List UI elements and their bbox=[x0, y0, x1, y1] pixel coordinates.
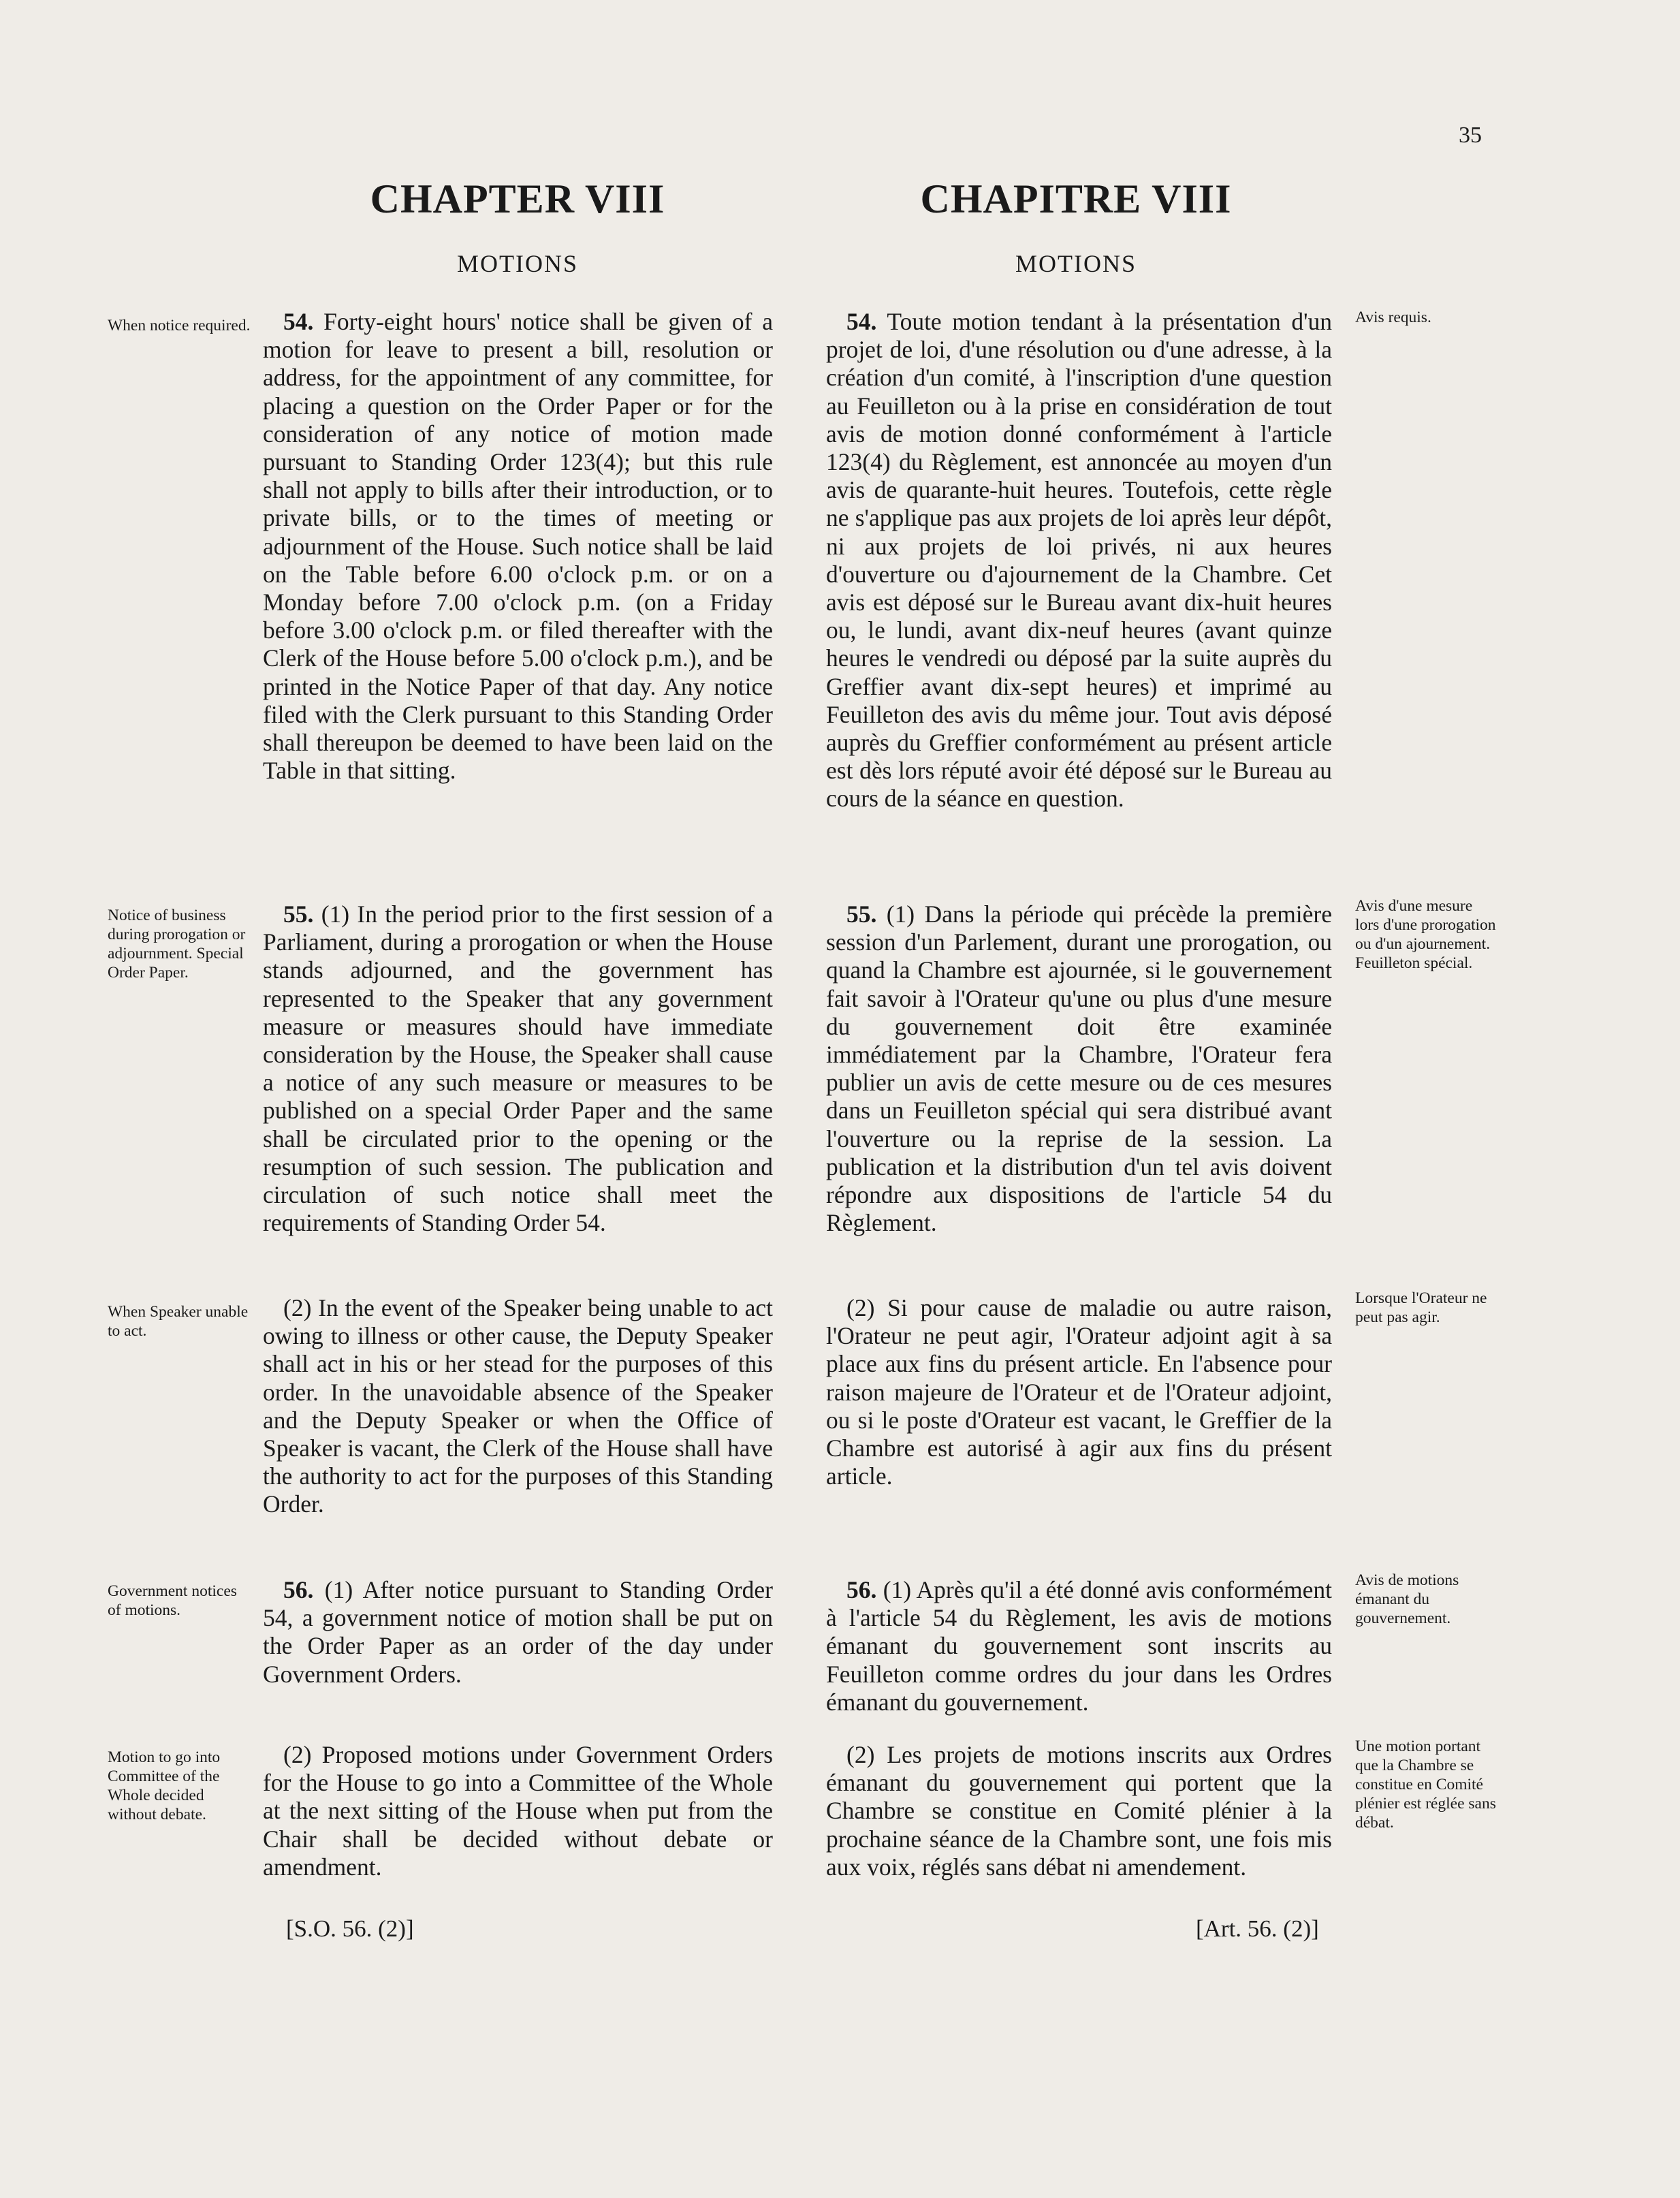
paragraph-text: Forty-eight hours' notice shall be given of a motion for leave to present a bill, resolution or address, for the appointment of any committee, for placing a question on the Order Paper or for the consideration of any notice of motion made pursuant to Standing Order 123(4); but this rule shall not apply to bills after their introduction, or to private bills, or to the times of meeting or adjournment of the House. Such notice shall be laid on the Table before 6.00 o'clock p.m. or on a Monday before 7.00 o'clock p.m. (on a Friday before 3.00 o'clock p.m. or filed thereafter with the Clerk of the House before 5.00 o'clock p.m.), and be printed in the Notice Paper of that day. Any notice filed with the Clerk pursuant to this Standing Order shall thereupon be deemed to have been laid on the Table in that sitting. bbox=[263, 308, 773, 785]
section-number: 55. bbox=[846, 900, 877, 928]
margin-note-en-55-2: When Speaker unable to act. bbox=[108, 1303, 249, 1340]
margin-note-fr-55-1: Avis d'une mesure lors d'une prorogation ou d'un ajournement. Feuilleton spécial. bbox=[1355, 897, 1496, 972]
article-55-1-fr bbox=[826, 900, 1332, 1237]
section-number: 55. bbox=[283, 900, 314, 928]
article-56-2-fr bbox=[826, 1741, 1332, 1881]
paragraph-text: Toute motion tendant à la présentation d'un projet de loi, d'une résolution ou d'une adresse, à la création d'un comité, à l'inscription d'une question au Feuilleton ou à la prise en considération de tout avis de motion donné conformément à l'article 123(4) du Règlement, est annoncée au moyen d'un avis de quarante-huit heures. Toutefois, cette règle ne s'applique pas aux projets de loi après leur dépôt, ni aux projets de loi privés, ni aux heures d'ouverture ou d'ajournement de la Chambre. Cet avis est déposé sur le Bureau avant dix-huit heures ou, le lundi, avant dix-neuf heures (avant quinze heures le vendredi ou déposé par la suite auprès du Greffier avant dix-sept heures) et imprimé au Feuilleton des avis du même jour. Tout avis déposé auprès du Greffier conformément au présent article est dès lors réputé avoir été déposé sur le Bureau au cours de la séance en question. bbox=[826, 308, 1332, 813]
citation-en: [S.O. 56. (2)] bbox=[286, 1915, 414, 1942]
margin-note-en-56-1: Government notices of motions. bbox=[108, 1582, 237, 1619]
standing-order-56-2-en bbox=[263, 1741, 773, 1881]
chapter-title-en: CHAPTER VIII bbox=[370, 176, 665, 221]
standing-order-55-1-en bbox=[263, 900, 773, 1237]
section-number: 54. bbox=[846, 308, 877, 335]
paragraph-text: (1) In the period prior to the first session of a Parliament, during a prorogation or when the House stands adjourned, and the government has represented to the Speaker that any government measure or measures should have immediate consideration by the House, the Speaker shall cause a notice of any such measure or measures to be published on a special Order Paper and the same shall be circulated prior to the opening or the resumption of such session. The publication and circulation of such notice shall meet the requirements of Standing Order 54. bbox=[263, 900, 773, 1237]
section-number: 56. bbox=[283, 1576, 314, 1603]
paragraph-text: (2) Si pour cause de maladie ou autre raison, l'Orateur ne peut agir, l'Orateur adjoint agit à sa place aux fins du présent article. En l'absence pour raison majeure de l'Orateur et de l'Orateur adjoint, ou si le poste d'Orateur est vacant, le Greffier de la Chambre est autorisé à agir aux fins du présent article. bbox=[826, 1294, 1332, 1490]
section-number: 56. bbox=[846, 1576, 877, 1603]
paragraph-text: (2) Proposed motions under Government Orders for the House to go into a Committee of the Whole at the next sitting of the House when put from the Chair shall be decided without debate or amendment. bbox=[263, 1741, 773, 1881]
paragraph-text: (1) After notice pursuant to Standing Order 54, a government notice of motion shall be put on the Order Paper as an order of the day under Government Orders. bbox=[263, 1576, 773, 1688]
paragraph-text: (1) Dans la période qui précède la première session d'un Parlement, durant une prorogation, ou quand la Chambre est ajournée, si le gouvernement fait savoir à l'Orateur qu'une ou plus d'une mesure du gouvernement doit être examinée immédiatement par la Chambre, l'Orateur fera publier un avis de cette mesure ou de ces mesures dans un Feuilleton spécial qui sera distribué avant l'ouverture ou la reprise de la session. La publication et la distribution d'un tel avis doivent répondre aux dispositions de l'article 54 du Règlement. bbox=[826, 900, 1333, 1237]
section-number: 54. bbox=[283, 308, 314, 335]
standing-order-56-1-en bbox=[263, 1576, 773, 1689]
section-heading-fr: MOTIONS bbox=[1015, 250, 1137, 277]
paragraph-text: (2) Les projets de motions inscrits aux Ordres émanant du gouvernement qui portent que la Chambre se constitue en Comité plénier à la prochaine séance de la Chambre sont, une fois mis aux voix, réglés sans débat ni amendement. bbox=[826, 1741, 1332, 1881]
margin-note-en-56-2: Motion to go into Committee of the Whole decided without debate. bbox=[108, 1748, 221, 1823]
margin-note-en-55-1: Notice of business during prorogation or adjournment. Special Order Paper. bbox=[108, 907, 246, 982]
article-54-fr bbox=[826, 308, 1332, 813]
citation-fr: [Art. 56. (2)] bbox=[1196, 1915, 1319, 1942]
article-55-2-fr bbox=[826, 1294, 1332, 1490]
paragraph-text: (1) Après qu'il a été donné avis conformément à l'article 54 du Règlement, les avis de motions émanant du gouvernement sont inscrits au Feuilleton comme ordres du jour dans les Ordres émanant du gouvernement. bbox=[826, 1576, 1332, 1716]
margin-note-en-54: When notice required. bbox=[108, 317, 251, 334]
margin-note-fr-56-1: Avis de motions émanant du gouvernement. bbox=[1355, 1571, 1459, 1627]
standing-order-55-2-en bbox=[263, 1294, 773, 1519]
margin-note-fr-55-2: Lorsque l'Orateur ne peut pas agir. bbox=[1355, 1289, 1487, 1326]
paragraph-text: (2) In the event of the Speaker being unable to act owing to illness or other cause, the Deputy Speaker shall act in his or her stead for the purposes of this order. In the unavoidable absence of the Speaker and the Deputy Speaker or when the Office of Speaker is vacant, the Clerk of the House shall have the authority to act for the purposes of this Standing Order. bbox=[263, 1294, 773, 1518]
margin-note-fr-54: Avis requis. bbox=[1355, 309, 1431, 326]
article-56-1-fr bbox=[826, 1576, 1332, 1716]
section-heading-en: MOTIONS bbox=[456, 250, 578, 277]
page-number: 35 bbox=[1459, 123, 1482, 148]
chapter-title-fr: CHAPITRE VIII bbox=[920, 176, 1232, 221]
margin-note-fr-56-2: Une motion portant que la Chambre se constitue en Comité plénier est réglée sans débat. bbox=[1355, 1738, 1496, 1832]
standing-order-54-en bbox=[263, 308, 773, 785]
